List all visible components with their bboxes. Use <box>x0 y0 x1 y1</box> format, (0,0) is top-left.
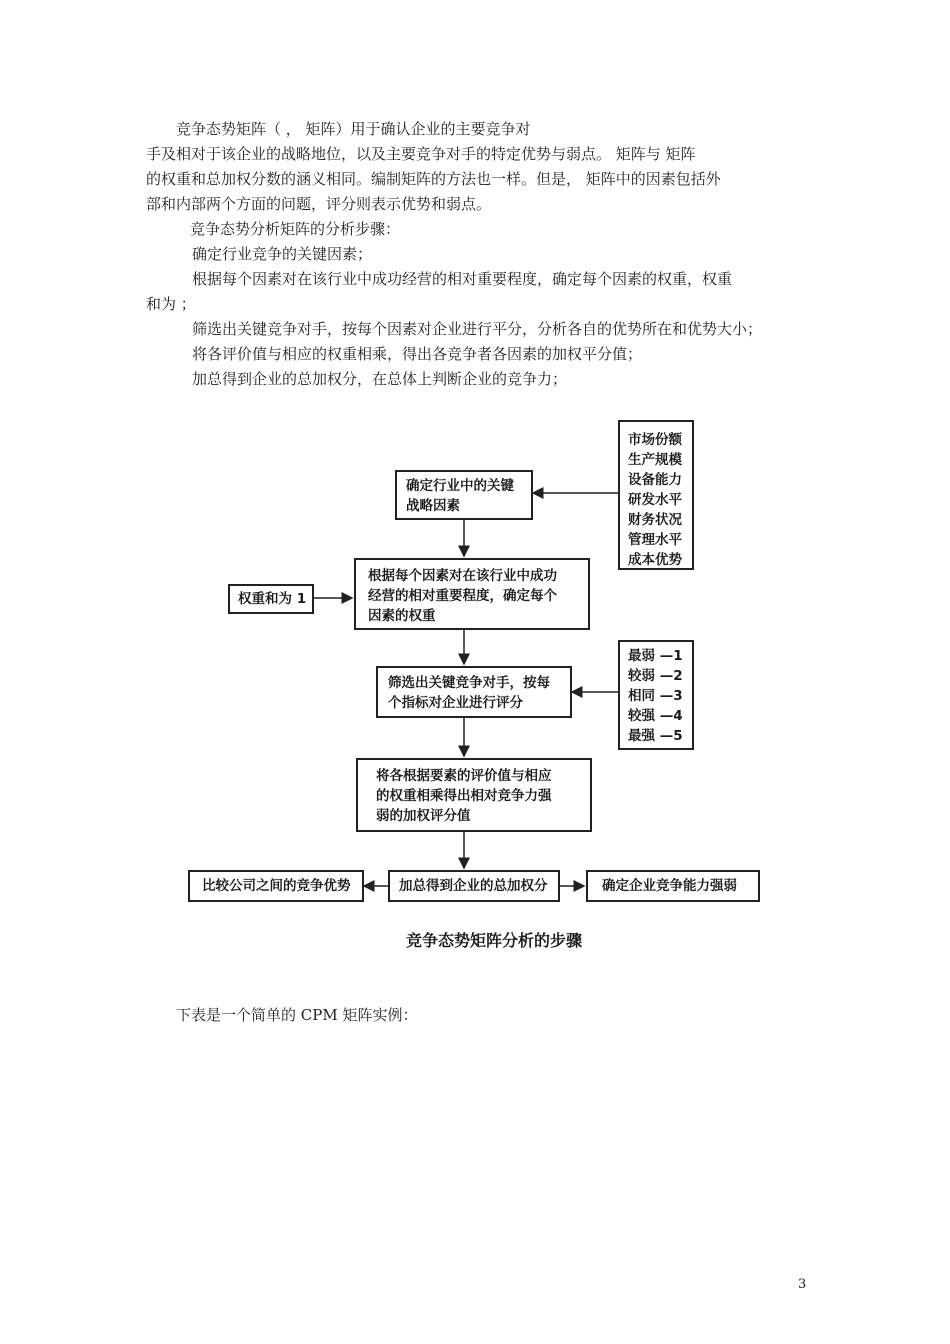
steps-heading: 竞争态势分析矩阵的分析步骤： <box>190 220 401 238</box>
step-item-2-cont: 和为 ； <box>146 295 196 313</box>
weight-note: 权重和为 1 <box>238 591 307 607</box>
step4-line-2: 的权重相乘得出相对竞争力强 <box>376 788 552 804</box>
step-item-3: 筛选出关键竞争对手，按每个因素对企业进行平分，分析各自的优势所在和优势大小； <box>192 320 763 338</box>
step2-line-2: 经营的相对重要程度，确定每个 <box>368 588 557 604</box>
step2-box <box>354 558 590 630</box>
factor-item: 设备能力 <box>628 472 682 488</box>
weight-note-box <box>228 584 314 614</box>
intro-line-2: 手及相对于该企业的战略地位，以及主要竞争对手的特定优势与弱点。 矩阵与 矩阵 <box>146 145 696 163</box>
intro-line-1: 竞争态势矩阵（ ， 矩阵）用于确认企业的主要竞争对 <box>176 120 531 138</box>
step4-box <box>356 758 592 832</box>
intro-line-4: 部和内部两个方面的问题，评分则表示优势和弱点。 <box>146 195 492 213</box>
left-result-box <box>188 870 364 902</box>
intro-line-3: 的权重和总加权分数的涵义相同。编制矩阵的方法也一样。但是， 矩阵中的因素包括外 <box>146 170 721 188</box>
factor-item: 研发水平 <box>628 492 682 508</box>
scale-item: 相同 —3 <box>628 688 683 704</box>
step-item-2: 根据每个因素对在该行业中成功经营的相对重要程度，确定每个因素的权重，权重 <box>192 270 733 288</box>
step-item-4: 将各评价值与相应的权重相乘，得出各竞争者各因素的加权平分值； <box>192 345 643 363</box>
scale-item: 最弱 —1 <box>628 648 683 664</box>
right-result-text: 确定企业竞争能力强弱 <box>602 878 737 894</box>
factor-item: 生产规模 <box>628 452 682 468</box>
step1-line-2: 战略因素 <box>406 498 460 514</box>
step-item-1: 确定行业竞争的关键因素； <box>192 245 373 263</box>
factor-item: 财务状况 <box>628 512 682 528</box>
flow-diagram <box>178 408 768 953</box>
step1-box <box>395 470 533 520</box>
scale-box <box>618 640 694 750</box>
factor-item: 管理水平 <box>628 532 682 548</box>
factor-item: 成本优势 <box>628 552 682 568</box>
step5-text: 加总得到企业的总加权分 <box>399 878 548 894</box>
factors-box <box>618 420 694 570</box>
step4-line-1: 将各根据要素的评价值与相应 <box>376 768 552 784</box>
step3-line-2: 个指标对企业进行评分 <box>388 695 523 711</box>
step1-line-1: 确定行业中的关键 <box>406 478 514 494</box>
step2-line-3: 因素的权重 <box>368 608 436 624</box>
step3-box <box>376 666 572 718</box>
scale-item: 较弱 —2 <box>628 668 683 684</box>
step4-line-3: 弱的加权评分值 <box>376 808 471 824</box>
page-number: 3 <box>798 1277 807 1292</box>
step-item-5: 加总得到企业的总加权分，在总体上判断企业的竞争力； <box>192 370 568 388</box>
step5-box <box>388 870 560 902</box>
scale-item: 较强 —4 <box>628 708 683 724</box>
right-result-box <box>586 870 760 902</box>
left-result-text: 比较公司之间的竞争优势 <box>202 878 351 894</box>
scale-item: 最强 —5 <box>628 728 683 744</box>
factor-item: 市场份额 <box>628 432 682 448</box>
outro-text: 下表是一个简单的 CPM 矩阵实例： <box>176 1006 418 1024</box>
step2-line-1: 根据每个因素对在该行业中成功 <box>368 568 557 584</box>
diagram-caption: 竞争态势矩阵分析的步骤 <box>406 931 583 950</box>
step3-line-1: 筛选出关键竞争对手，按每 <box>388 675 550 691</box>
